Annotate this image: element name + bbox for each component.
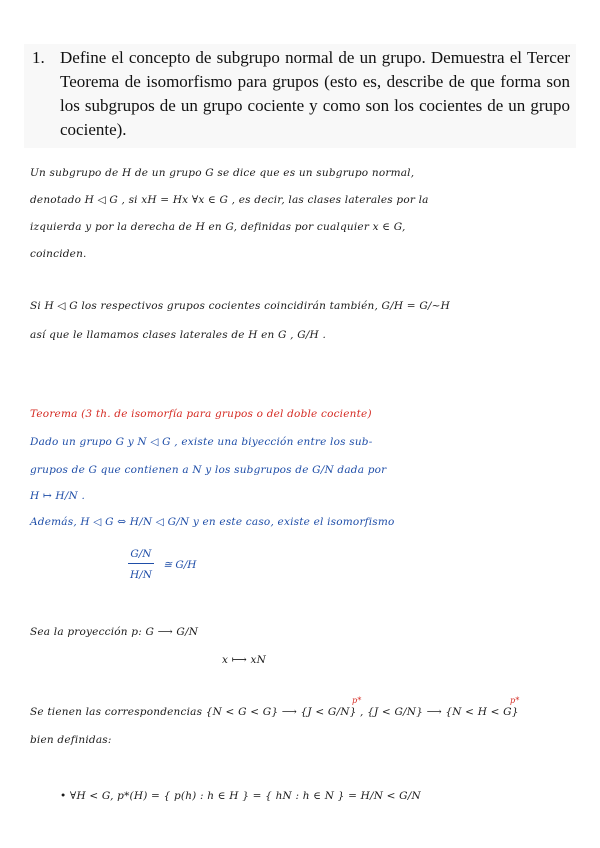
theorem-line-4: Además, H ◁ G ⇔ H/N ◁ G/N y en este caso, existe el isomorfismo: [30, 516, 395, 528]
correspondence-label-1: p*: [352, 696, 362, 705]
normal-quotient-line-2: así que le llamamos clases laterales de H en G , G/H .: [30, 329, 326, 341]
fraction-numerator: G/N: [128, 548, 154, 564]
correspondence-line-1: Se tienen las correspondencias {N < G < G} ⟶ {J < G/N} , {J < G/N} ⟶ {N < H < G}: [30, 706, 519, 718]
theorem-title: Teorema (3 th. de isomorfía para grupos o del doble cociente): [30, 408, 372, 420]
definition-line-1: Un subgrupo de H de un grupo G se dice que es un subgrupo normal,: [30, 167, 415, 179]
bullet-line-1: • ∀H < G, p*(H) = { p(h) : h ∈ H } = { hN : h ∈ N } = H/N < G/N: [60, 790, 421, 802]
problem-text: Define el concepto de subgrupo normal de un grupo. Demuestra el Tercer Teorema de isomorfismo para grupos (esto es, describe de que forma son los subgrupos de un grupo cociente y como son los cocientes de un grupo cociente).: [60, 48, 570, 139]
problem-statement: [24, 44, 576, 148]
projection-line-1: Sea la proyección p: G ⟶ G/N: [30, 626, 199, 638]
theorem-line-3: H ↦ H/N .: [30, 490, 85, 502]
fraction-denominator: H/N: [130, 569, 152, 581]
correspondence-line-2: bien definidas:: [30, 734, 112, 746]
problem-number: 1.: [32, 48, 45, 67]
definition-line-2: denotado H ◁ G , si xH = Hx ∀x ∈ G , es decir, las clases laterales por la: [30, 194, 429, 206]
theorem-line-2: grupos de G que contienen a N y los subgrupos de G/N dada por: [30, 464, 387, 476]
correspondence-label-2: p*: [510, 696, 520, 705]
isomorphism-rhs: ≅ G/H: [163, 558, 197, 571]
definition-line-4: coinciden.: [30, 248, 87, 260]
definition-line-3: izquierda y por la derecha de H en G, definidas por cualquier x ∈ G,: [30, 221, 406, 233]
projection-line-2: x ⟼ xN: [222, 654, 266, 666]
theorem-line-1: Dado un grupo G y N ◁ G , existe una biyección entre los sub-: [30, 436, 373, 448]
isomorphism-formula: [128, 548, 196, 581]
normal-quotient-line-1: Si H ◁ G los respectivos grupos cocientes coincidirán también, G/H = G/~H: [30, 300, 450, 312]
